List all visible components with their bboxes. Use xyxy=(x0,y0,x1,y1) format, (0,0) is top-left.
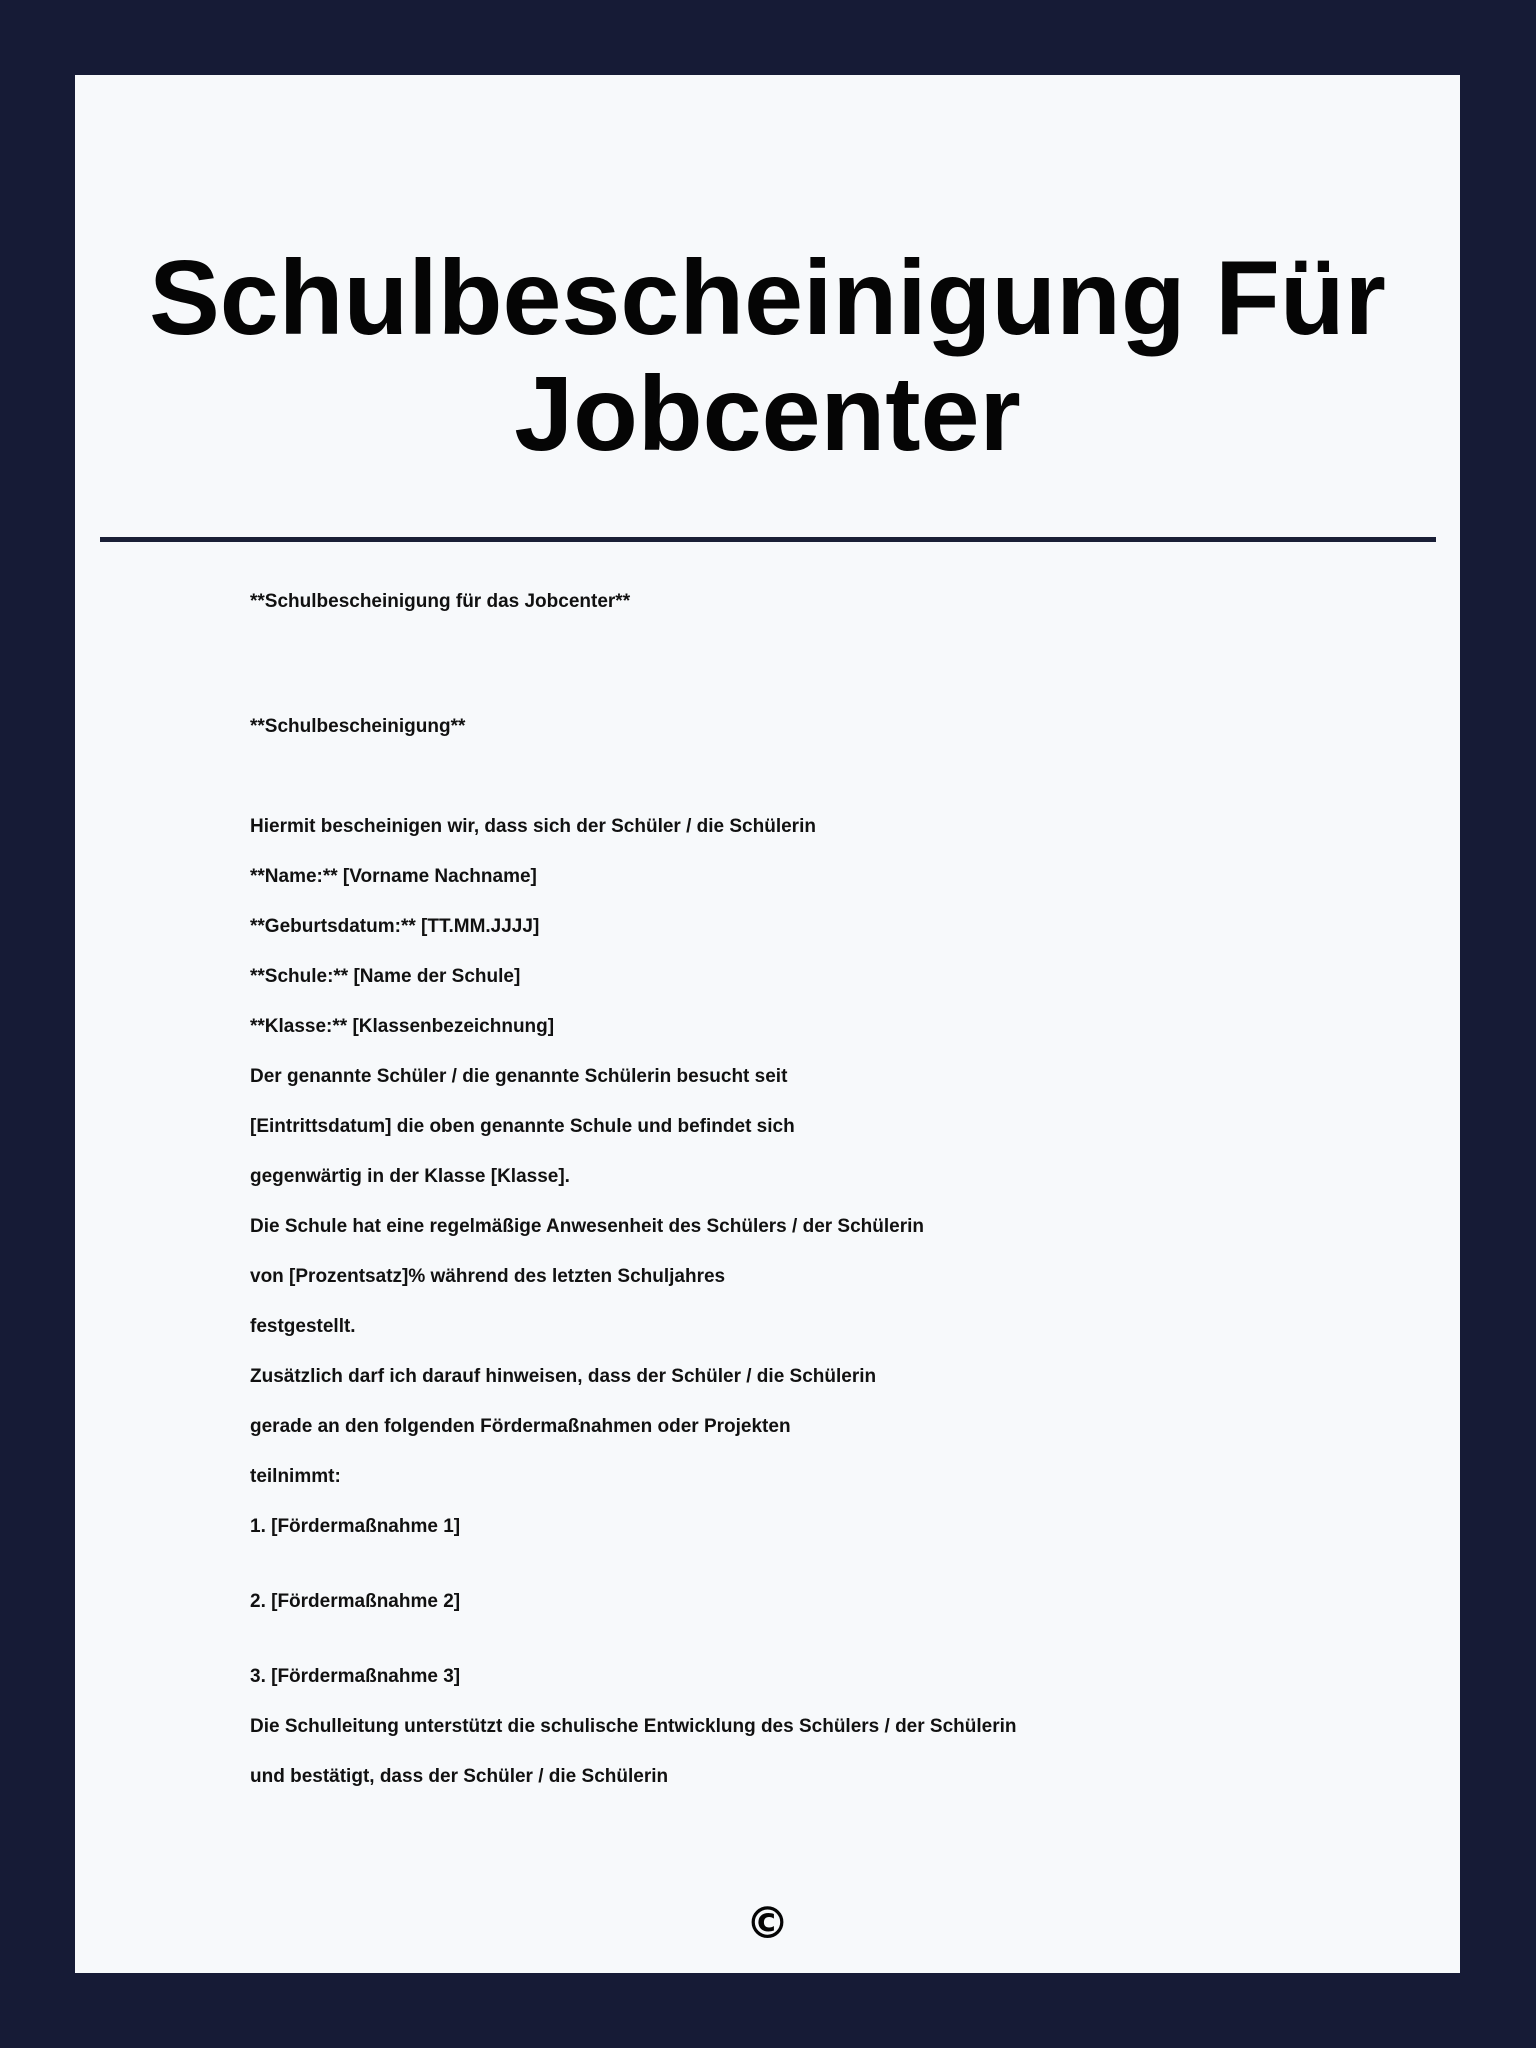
list-item-measure-2: 2. [Fördermaßnahme 2] xyxy=(250,1591,461,1612)
body-line: gegenwärtig in der Klasse [Klasse]. xyxy=(250,1166,570,1187)
body-line: und bestätigt, dass der Schüler / die Schülerin xyxy=(250,1766,669,1787)
list-item-measure-1: 1. [Fördermaßnahme 1] xyxy=(250,1516,461,1537)
body-line: Der genannte Schüler / die genannte Schülerin besucht seit xyxy=(250,1066,788,1087)
body-line: teilnimmt: xyxy=(250,1466,341,1487)
document-title: Schulbescheinigung Für Jobcenter xyxy=(149,239,1386,473)
body-line: Zusätzlich darf ich darauf hinweisen, dass der Schüler / die Schülerin xyxy=(250,1366,877,1387)
body-line-subheading: **Schulbescheinigung** xyxy=(250,716,466,737)
field-name: **Name:** [Vorname Nachname] xyxy=(250,866,537,887)
body-line: Die Schulleitung unterstützt die schulische Entwicklung des Schülers / der Schülerin xyxy=(250,1716,1017,1737)
body-line: festgestellt. xyxy=(250,1316,356,1337)
body-line: Hiermit bescheinigen wir, dass sich der Schüler / die Schülerin xyxy=(250,816,816,837)
title-divider xyxy=(100,537,1436,542)
body-line: gerade an den folgenden Fördermaßnahmen oder Projekten xyxy=(250,1416,791,1437)
copyright-icon: © xyxy=(745,1898,790,1949)
list-item-measure-3: 3. [Fördermaßnahme 3] xyxy=(250,1666,461,1687)
body-line-heading: **Schulbescheinigung für das Jobcenter** xyxy=(250,591,631,612)
body-line: von [Prozentsatz]% während des letzten Schuljahres xyxy=(250,1266,726,1287)
field-class: **Klasse:** [Klassenbezeichnung] xyxy=(250,1016,555,1037)
field-school: **Schule:** [Name der Schule] xyxy=(250,966,521,987)
body-line: Die Schule hat eine regelmäßige Anwesenheit des Schülers / der Schülerin xyxy=(250,1216,925,1237)
body-line: [Eintrittsdatum] die oben genannte Schule und befindet sich xyxy=(250,1116,795,1137)
field-birthdate: **Geburtsdatum:** [TT.MM.JJJJ] xyxy=(250,916,540,937)
document-page xyxy=(75,75,1460,1973)
